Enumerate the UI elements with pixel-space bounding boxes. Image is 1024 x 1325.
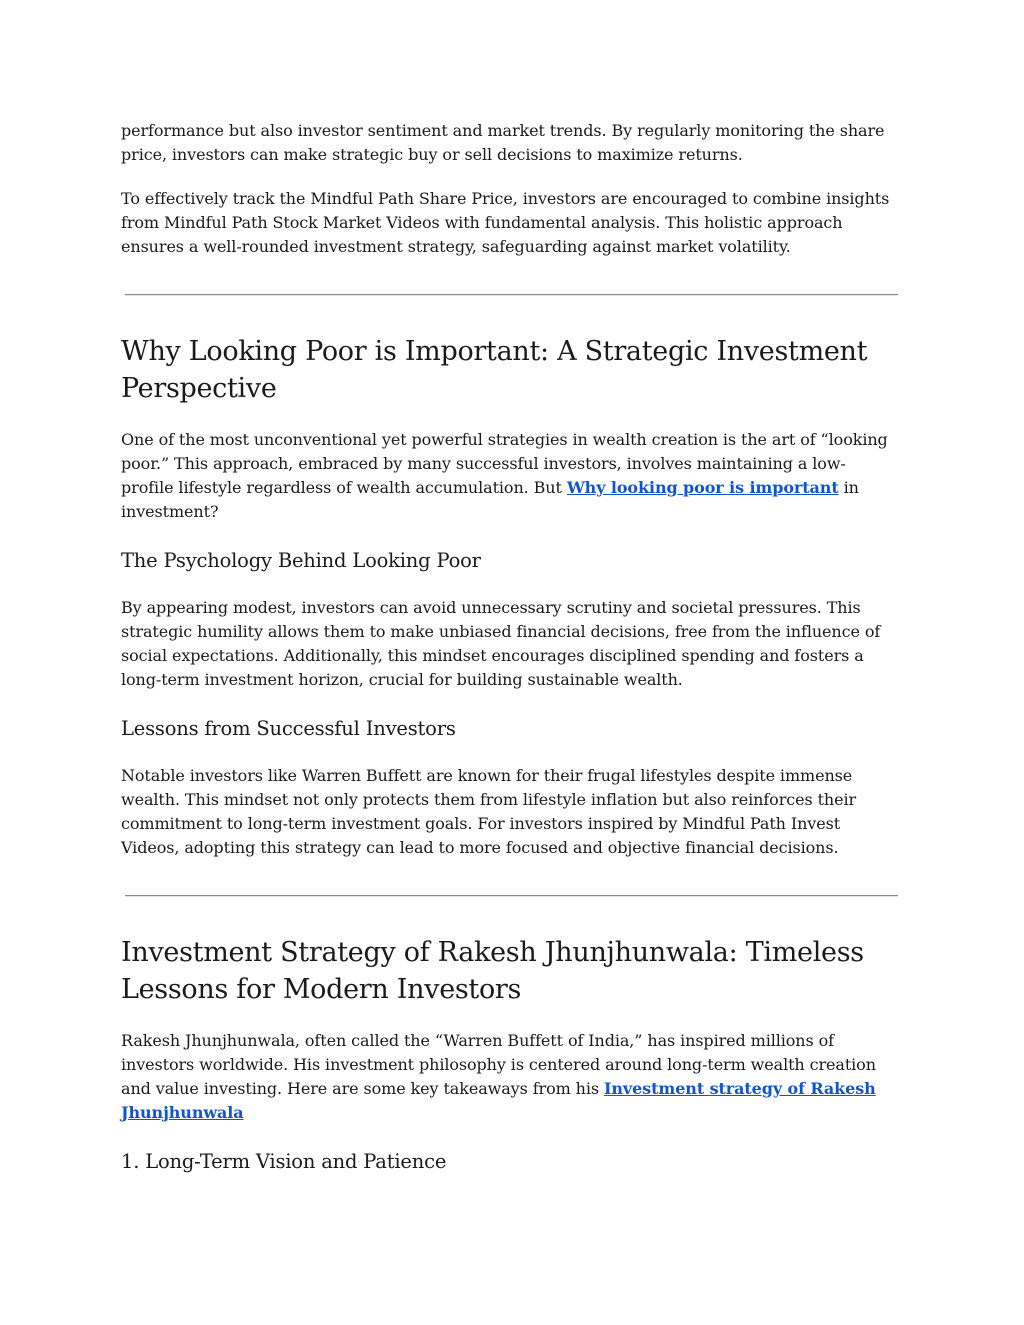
paragraph-rakesh-intro bbox=[121, 1029, 896, 1125]
paragraph-text bbox=[121, 428, 896, 524]
heading-rakesh-strategy bbox=[121, 934, 896, 1008]
heading-psychology bbox=[121, 548, 896, 574]
paragraph-text-before-link: One of the most unconventional yet powerful strategies in wealth creation is the art of “looking poor.” This approach, embraced by many successful investors, involves maintaining a low-profile lifestyle regardless of wealth accumulation. But bbox=[121, 430, 888, 497]
paragraph-text: By appearing modest, investors can avoid unnecessary scrutiny and societal pressures. This strategic humility allows them to make unbiased financial decisions, free from the influence of social expectations. Additionally, this mindset encourages disciplined spending and fosters a long-term investment horizon, crucial for building sustainable wealth. bbox=[121, 598, 881, 689]
heading-lessons bbox=[121, 716, 896, 742]
heading-long-term-vision bbox=[121, 1149, 896, 1175]
horizontal-divider bbox=[125, 895, 898, 897]
why-looking-poor-link[interactable]: Why looking poor is important bbox=[566, 478, 839, 497]
paragraph-text: Notable investors like Warren Buffett are known for their frugal lifestyles despite immense wealth. This mindset not only protects them from lifestyle inflation but also reinforces their commitment to long-term investment goals. For investors inspired by Mindful Path Invest Videos, adopting this strategy can lead to more focused and objective financial decisions. bbox=[121, 766, 857, 857]
paragraph-psychology bbox=[121, 596, 896, 692]
paragraph-text: performance but also investor sentiment and market trends. By regularly monitoring the share price, investors can make strategic buy or sell decisions to maximize returns. bbox=[121, 121, 885, 164]
section-heading: Why Looking Poor is Important: A Strategic Investment Perspective bbox=[121, 336, 868, 404]
paragraph-text: To effectively track the Mindful Path Share Price, investors are encouraged to combine insights from Mindful Path Stock Market Videos with fundamental analysis. This holistic approach ensures a well-rounded investment strategy, safeguarding against market volatility. bbox=[121, 189, 890, 256]
subsection-heading: The Psychology Behind Looking Poor bbox=[121, 549, 481, 572]
paragraph-text bbox=[121, 1029, 896, 1125]
paragraph-share-price-monitoring bbox=[121, 119, 896, 167]
paragraph-lessons bbox=[121, 764, 896, 860]
horizontal-divider bbox=[125, 294, 898, 296]
paragraph-tracking-share-price bbox=[121, 187, 896, 259]
section-heading: Investment Strategy of Rakesh Jhunjhunwala: Timeless Lessons for Modern Investors bbox=[121, 937, 864, 1005]
rakesh-strategy-link[interactable]: Investment strategy of Rakesh Jhunjhunwala bbox=[121, 1079, 876, 1122]
paragraph-text-after-link: in investment? bbox=[121, 478, 859, 521]
subsection-heading: Lessons from Successful Investors bbox=[121, 717, 456, 740]
paragraph-text-before-link: Rakesh Jhunjhunwala, often called the “Warren Buffett of India,” has inspired millions of investors worldwide. His investment philosophy is centered around long-term wealth creation and value investing. Here are some key takeaways from his bbox=[121, 1031, 876, 1098]
paragraph-looking-poor-intro bbox=[121, 428, 896, 524]
heading-looking-poor bbox=[121, 333, 896, 407]
subsection-heading: 1. Long-Term Vision and Patience bbox=[121, 1150, 447, 1173]
